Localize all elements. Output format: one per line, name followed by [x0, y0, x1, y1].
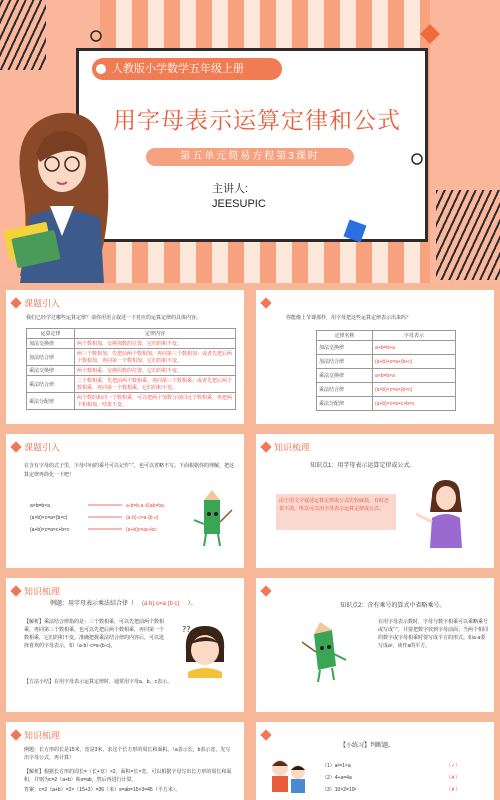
table-row: [27, 366, 236, 376]
table-row: [317, 341, 456, 355]
formula-line: (a+b)c=ac+bc: [126, 527, 157, 533]
diamond-icon: [10, 441, 21, 452]
example-end: ）。: [187, 601, 197, 607]
table-cell: 加法结合律: [27, 349, 75, 366]
method-summary: 【方法小结】在用字母表示运算定律时，通常用字母a、b、c表示。: [24, 679, 173, 685]
analysis-text: 【解析】根据长方形的周长=（长+宽）×2，面积=长×宽，可以根据字母写出长方形的周长和面积，并则为c=2（a+b）和s=ab，然后再进行计算。: [24, 769, 232, 783]
ring-icon: [410, 152, 424, 166]
svg-text:??: ??: [182, 625, 191, 634]
practice-answer: （✗）: [446, 787, 461, 793]
table-row: [27, 339, 236, 349]
example-line: [50, 600, 197, 609]
table-header: 定律名称: [317, 331, 373, 341]
table-cell: 加法交换律: [317, 341, 373, 355]
table-row: [317, 355, 456, 369]
slide-topic-intro-3: [0, 428, 250, 574]
lines-left: [30, 500, 69, 536]
table-cell: 乘法分配律: [317, 397, 373, 411]
formula-line: (a×b)×c=a×(b×c): [30, 515, 68, 521]
practice-answer: （✓）: [446, 763, 461, 769]
cover-title: 用字母表示运算定律和公式: [113, 107, 401, 133]
table-cell: (a+b)×c=a×c+b×c: [373, 397, 456, 411]
table-row: [317, 369, 456, 383]
knowledge-title: 知识点1：用字母表示运算定律或公式。: [310, 463, 416, 469]
hatch-decoration: [436, 190, 500, 280]
slide-header: [262, 582, 274, 596]
hatch-decoration: [0, 0, 46, 70]
header-label: 知识梳理: [274, 442, 311, 453]
practice-items: [322, 760, 356, 796]
ring-icon: [88, 28, 104, 44]
table-cell: 乘法分配律: [27, 393, 75, 410]
formula-line: a·b=b·a 或ab=ba: [126, 503, 164, 509]
girl-thinking-illustration: [178, 622, 232, 678]
table-cell: 乘法交换律: [317, 369, 373, 383]
explanation-box: 由于用文字叙述运算定律或公式比较麻烦，有时还说不清，所以可以用字母表示运算定律或公式。: [276, 494, 396, 530]
header-label: 课题引入: [24, 298, 61, 309]
formula-line: (a+b)×c=a×c+b×c: [30, 527, 70, 533]
diamond-icon: [260, 729, 271, 740]
kids-illustration: [266, 754, 310, 798]
diamond-icon: [10, 297, 21, 308]
slide-header: [12, 294, 60, 308]
speaker-label: 主讲人:: [212, 183, 249, 195]
diamond-icon: [260, 585, 271, 596]
slide-knowledge-4: [0, 716, 250, 800]
question-text: 我们已经学过哪些运算定律？请你用语言叙述一下对应的运算定律的具体内容。: [26, 315, 202, 321]
table-cell: 加法结合律: [317, 355, 373, 369]
slide-header: [12, 582, 60, 596]
table-cell: 三个数相乘，先把前两个数相乘，再同第三个数相乘；或者先把后两个数相乘，再同第一个数相乘，它们的积不变。: [75, 376, 236, 393]
table-cell: 乘法交换律: [27, 366, 75, 376]
table-cell: 加法交换律: [27, 339, 75, 349]
practice-item: （1）a²=1×a: [322, 763, 351, 769]
example-text: 例题：长方形的长是15米，宽是3米，求这个长方形的周长和面积。（a表示长，b表示宽，先写出字母公式，再计算）: [24, 747, 231, 761]
slide-header: [12, 726, 60, 740]
slide-practice: [250, 716, 500, 800]
law-table: [26, 328, 236, 410]
table-cell: 乘法结合律: [27, 376, 75, 393]
speaker-block: [212, 182, 266, 212]
lines-right: [126, 500, 164, 536]
formula-line: (a·b)·c=a·(b·c): [126, 515, 159, 521]
slide-header: [262, 726, 274, 740]
arrow-lines: [88, 502, 124, 536]
table-header: 运算定律: [27, 329, 75, 339]
knowledge-title: 知识点2：含有乘号的算式中省略乘号。: [340, 603, 446, 609]
header-label: 课题引入: [24, 442, 61, 453]
table-row: [27, 376, 236, 393]
table-row: [27, 349, 236, 366]
table-cell: 乘法结合律: [317, 383, 373, 397]
table-header-row: [27, 329, 236, 339]
cover-slide: [0, 0, 500, 283]
question-text: 你能像上节课那样，用字母把这些运算定律表示出来吗？: [286, 315, 412, 321]
intro-text: 在含有字母的式子里，字母中间的乘号可以记作“·”，也可以省略不写。下面根据你的理解，把这算定律再简化一下吧！: [24, 463, 235, 478]
table-cell: a+b=b+a: [373, 341, 456, 355]
practice-title: 【小练习】判断题。: [340, 743, 395, 749]
slide-header: [262, 294, 274, 308]
table-cell: 两个数的和同一个数相乘，可以把两个加数分别同这个数相乘，再把两个积相加，结果不变。: [75, 393, 236, 410]
slide-knowledge-1: [250, 428, 500, 574]
knowledge-text: 在用字母表示数时，字母与数字相乘可以乘略乘号或写成“·”，并要把数字放到字母前面；当两个相同的数字或字母相乘时要写成平方的形式。如a·a要写成a²，读作a的平方。: [378, 619, 489, 649]
practice-item: （2）4+a=4a: [322, 775, 352, 781]
diamond-icon: [10, 585, 21, 596]
table-cell: a×b=b×a: [373, 369, 456, 383]
pill-dot-icon: [96, 64, 106, 74]
slide-topic-intro-2: [250, 284, 500, 430]
slide-topic-intro-1: [0, 284, 250, 430]
example-answer: (a b) c=a (b c): [142, 601, 180, 607]
teacher-illustration: [0, 106, 135, 283]
diamond-icon: [418, 22, 442, 46]
table-cell: (a+b)+c=a+(b+c): [373, 355, 456, 369]
blue-square-icon: [340, 216, 370, 246]
formula-table: [316, 330, 456, 411]
slide-header: [262, 438, 310, 452]
table-header: 字母表示: [373, 331, 456, 341]
practice-answer: （✗）: [446, 775, 461, 781]
practice-answers: [446, 760, 460, 796]
practice-item: （3）10×2=10²: [322, 787, 357, 793]
formula-line: a×b=b×a: [30, 503, 50, 509]
slide-knowledge-2: [0, 572, 250, 718]
grade-pill: 人教版小学数学五年级上册: [92, 58, 282, 80]
table-header: 定律内容: [75, 329, 236, 339]
diamond-icon: [260, 441, 271, 452]
slide-header: [12, 438, 60, 452]
table-cell: 两个数相加，交换加数的位置，它们的和不变。: [75, 339, 236, 349]
pencil-mascot-icon: [300, 620, 348, 684]
answer-text: 答案：c=2（a+b）=2×（15+3）=36（米）s=ab=15×3=45（平方米）。: [24, 787, 181, 793]
pencil-mascot-icon: [190, 490, 234, 550]
table-cell: 两三个数相加，先把前两个数相加，再同第三个数相加；或者先把后两个数相加，再同第一个数相加，它们的和不变。: [75, 349, 236, 366]
teacher-pointing-illustration: [416, 478, 476, 548]
table-cell: 两个数相乘，交换因数的位置，它们的积不变。: [75, 366, 236, 376]
header-label: 知识梳理: [24, 586, 61, 597]
table-row: [317, 383, 456, 397]
analysis-text: 【解析】乘法结合律指的是：三个数相乘，可以先把前两个数相乘，再同第三个数相乘，也可以先把后两个数相乘，再同第一个数相乘，它们的积不变。准确把握乘法结合律的内容后，可以选择喜欢的字母表示，如（a·b）·c=a·(b·c)。: [24, 619, 165, 649]
slide-knowledge-3: [250, 572, 500, 718]
diamond-icon: [10, 729, 21, 740]
header-label: 知识梳理: [24, 730, 61, 741]
table-cell: (a×b)×c=a×(b×c): [373, 383, 456, 397]
table-row: [317, 397, 456, 411]
example-text: 例题：用字母表示乘法结合律（: [50, 601, 135, 607]
table-row: [27, 393, 236, 410]
speaker-name: JEESUPIC: [212, 198, 266, 210]
cover-subtitle: 第五单元简易方程第3课时: [146, 148, 354, 166]
diamond-icon: [260, 297, 271, 308]
table-header-row: [317, 331, 456, 341]
